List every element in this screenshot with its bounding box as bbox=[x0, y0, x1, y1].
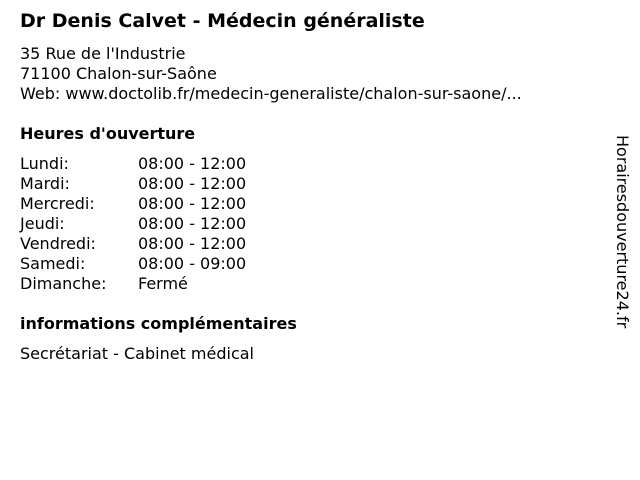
hours-row-tuesday bbox=[20, 174, 246, 194]
hours-value: 08:00 - 12:00 bbox=[138, 214, 247, 233]
opening-hours-table bbox=[20, 154, 246, 294]
day-label: Lundi: bbox=[20, 154, 69, 173]
day-label: Dimanche: bbox=[20, 274, 107, 293]
hours-row-wednesday bbox=[20, 194, 246, 214]
hours-value: 08:00 - 12:00 bbox=[138, 174, 247, 193]
hours-row-sunday bbox=[20, 274, 246, 294]
day-label: Mardi: bbox=[20, 174, 70, 193]
hours-value: 08:00 - 12:00 bbox=[138, 234, 247, 253]
day-label: Vendredi: bbox=[20, 234, 96, 253]
hours-row-friday bbox=[20, 234, 246, 254]
hours-value: Fermé bbox=[138, 274, 188, 293]
hours-value: 08:00 - 09:00 bbox=[138, 254, 247, 273]
day-label: Samedi: bbox=[20, 254, 86, 273]
city-address: 71100 Chalon-sur-Saône bbox=[20, 64, 217, 83]
opening-hours-heading: Heures d'ouverture bbox=[20, 124, 196, 143]
hours-row-thursday bbox=[20, 214, 246, 234]
day-label: Jeudi: bbox=[20, 214, 65, 233]
additional-info-text: Secrétariat - Cabinet médical bbox=[20, 344, 254, 363]
address-block bbox=[20, 44, 522, 104]
hours-value: 08:00 - 12:00 bbox=[138, 194, 247, 213]
street-address: 35 Rue de l'Industrie bbox=[20, 44, 186, 63]
site-watermark: Horairesdouverture24.fr bbox=[613, 135, 632, 329]
hours-row-monday bbox=[20, 154, 246, 174]
website-line: Web: www.doctolib.fr/medecin-generaliste/chalon-sur-saone/... bbox=[20, 84, 522, 103]
day-label: Mercredi: bbox=[20, 194, 95, 213]
hours-row-saturday bbox=[20, 254, 246, 274]
hours-value: 08:00 - 12:00 bbox=[138, 154, 247, 173]
page-title: Dr Denis Calvet - Médecin généraliste bbox=[20, 10, 425, 32]
additional-info-heading: informations complémentaires bbox=[20, 314, 297, 333]
